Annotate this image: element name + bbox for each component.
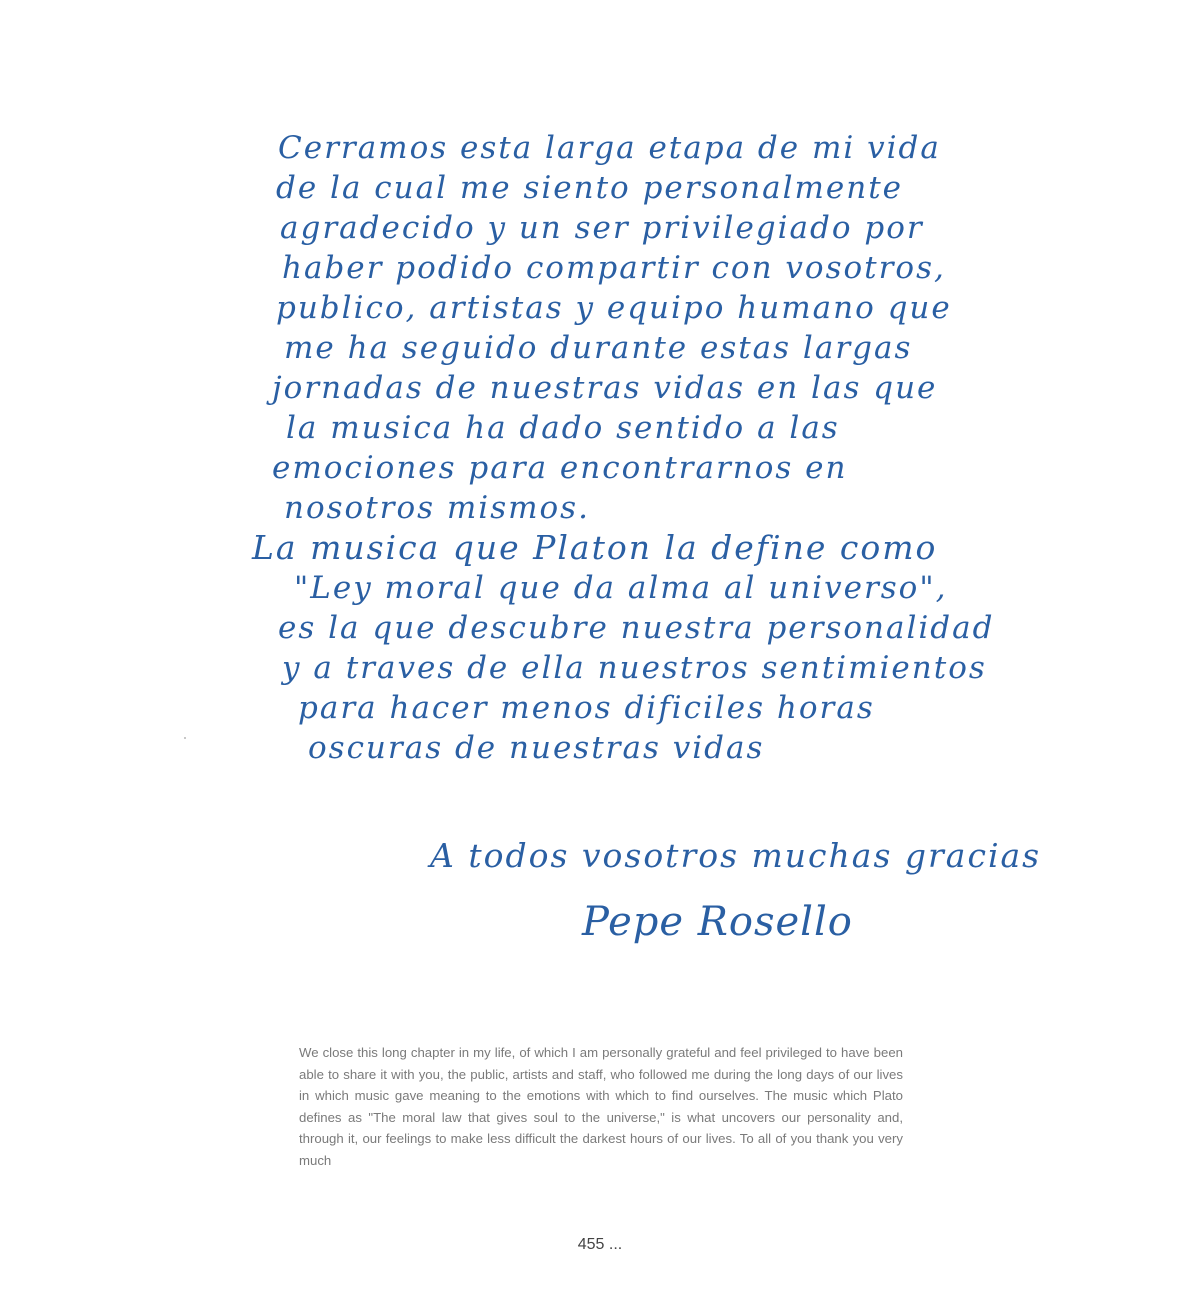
letter-line: emociones para encontrarnos en [272,450,848,486]
letter-line: agradecido y un ser privilegiado por [280,210,924,246]
handwritten-signature: Pepe Rosello [582,899,853,945]
letter-closing: A todos vosotros muchas gracias [430,836,1042,875]
handwritten-letter [248,128,995,768]
letter-line: y a traves de ella nuestros sentimientos [282,650,987,686]
letter-line: publico, artistas y equipo humano que [276,290,952,326]
stray-ink-dot [184,737,186,739]
letter-line: la musica ha dado sentido a las [286,410,840,446]
letter-line: La musica que Platon la define como [252,528,938,567]
english-translation: We close this long chapter in my life, of which I am personally grateful and feel privileged to have been able to share it with you, the public, artists and staff, who followed me during the long days of our lives in which music gave meaning to the emotions with which to find ourselves. The music which Plato defines as "The moral law that gives soul to the universe," is what uncovers our personality and, through it, our feelings to make less difficult the darkest hours of our lives. To all of you thank you very much [299,1045,903,1168]
letter-line: de la cual me siento personalmente [276,170,904,206]
letter-line: es la que descubre nuestra personalidad [278,610,995,646]
letter-line: haber podido compartir con vosotros, [282,250,946,286]
letter-line: jornadas de nuestras vidas en las que [272,370,938,406]
page-number: 455 ... [577,1236,623,1253]
letter-line: "Ley moral que da alma al universo", [294,570,948,606]
letter-line: nosotros mismos. [284,490,590,526]
letter-line: oscuras de nuestras vidas [308,730,765,766]
letter-line: Cerramos esta larga etapa de mi vida [278,130,941,166]
letter-line: para hacer menos dificiles horas [298,690,875,726]
letter-line: me ha seguido durante estas largas [284,330,913,366]
